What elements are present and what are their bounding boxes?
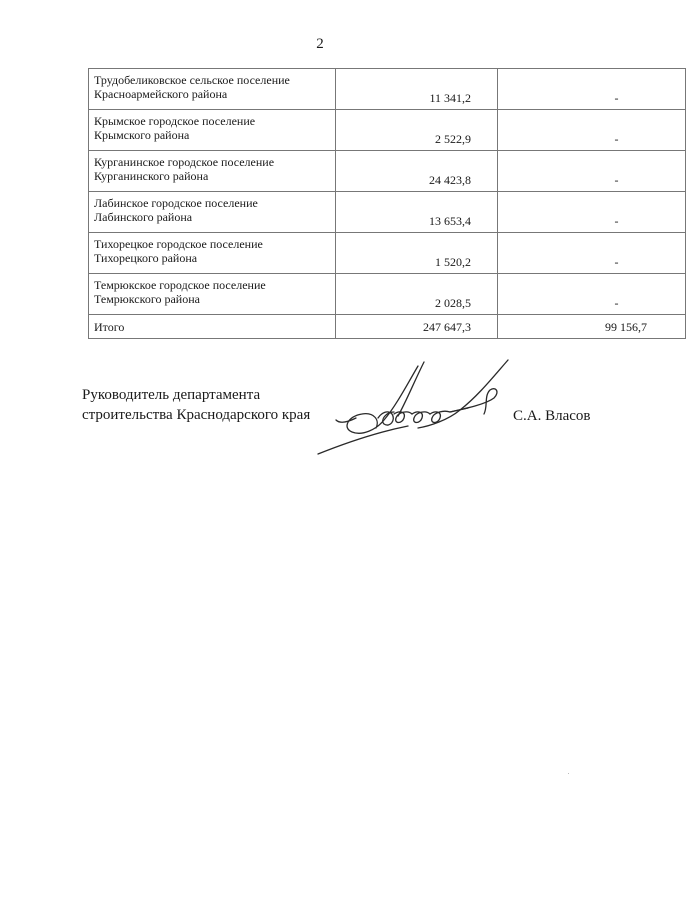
second-amount-cell: -	[498, 233, 686, 274]
settlement-name-cell	[89, 69, 336, 110]
second-amount-cell: -	[498, 69, 686, 110]
signer-position-line-1: Руководитель департамента	[82, 387, 261, 403]
total-amount: 247 647,3	[336, 315, 498, 339]
amount-cell: 2 522,9	[336, 110, 498, 151]
signer-position	[82, 385, 310, 425]
settlement-name: Крымское городское поселение	[94, 114, 256, 128]
amount-cell: 11 341,2	[336, 69, 498, 110]
amount-cell: 1 520,2	[336, 233, 498, 274]
signer-name: С.А. Власов	[513, 408, 591, 424]
table-row	[89, 233, 686, 274]
total-second-amount: 99 156,7	[605, 320, 647, 334]
settlement-name-cell	[89, 274, 336, 315]
amount-cell: 2 028,5	[336, 274, 498, 315]
district-name: Красноармейского района	[94, 87, 228, 101]
table-row	[89, 192, 686, 233]
district-name: Крымского района	[94, 128, 190, 142]
table-row	[89, 69, 686, 110]
total-row	[89, 315, 686, 339]
table-row	[89, 274, 686, 315]
settlement-name-cell	[89, 151, 336, 192]
settlement-name: Лабинское городское поселение	[94, 196, 258, 210]
second-amount-cell: -	[498, 274, 686, 315]
funding-table	[88, 68, 686, 339]
settlement-name: Трудобеликовское сельское поселение	[94, 73, 290, 87]
settlement-name: Тихорецкое городское поселение	[94, 237, 263, 251]
amount-cell: 24 423,8	[336, 151, 498, 192]
settlement-name-cell	[89, 192, 336, 233]
second-amount-cell: -	[498, 192, 686, 233]
district-name: Лабинского района	[94, 210, 193, 224]
page-number: 2	[316, 36, 324, 52]
settlement-name: Курганинское городское поселение	[94, 155, 275, 169]
settlement-name: Темрюкское городское поселение	[94, 278, 266, 292]
signer-position-line-2: строительства Краснодарского края	[82, 407, 311, 423]
district-name: Курганинского района	[94, 169, 209, 183]
total-label: Итого	[89, 315, 336, 339]
table-row	[89, 110, 686, 151]
second-amount-cell: -	[498, 110, 686, 151]
scan-artifact	[568, 773, 569, 774]
second-amount-cell: -	[498, 151, 686, 192]
settlement-name-cell	[89, 110, 336, 151]
settlement-name-cell	[89, 233, 336, 274]
district-name: Темрюкского района	[94, 292, 200, 306]
table-row	[89, 151, 686, 192]
district-name: Тихорецкого района	[94, 251, 198, 265]
amount-cell: 13 653,4	[336, 192, 498, 233]
total-second-amount-cell	[498, 315, 686, 339]
